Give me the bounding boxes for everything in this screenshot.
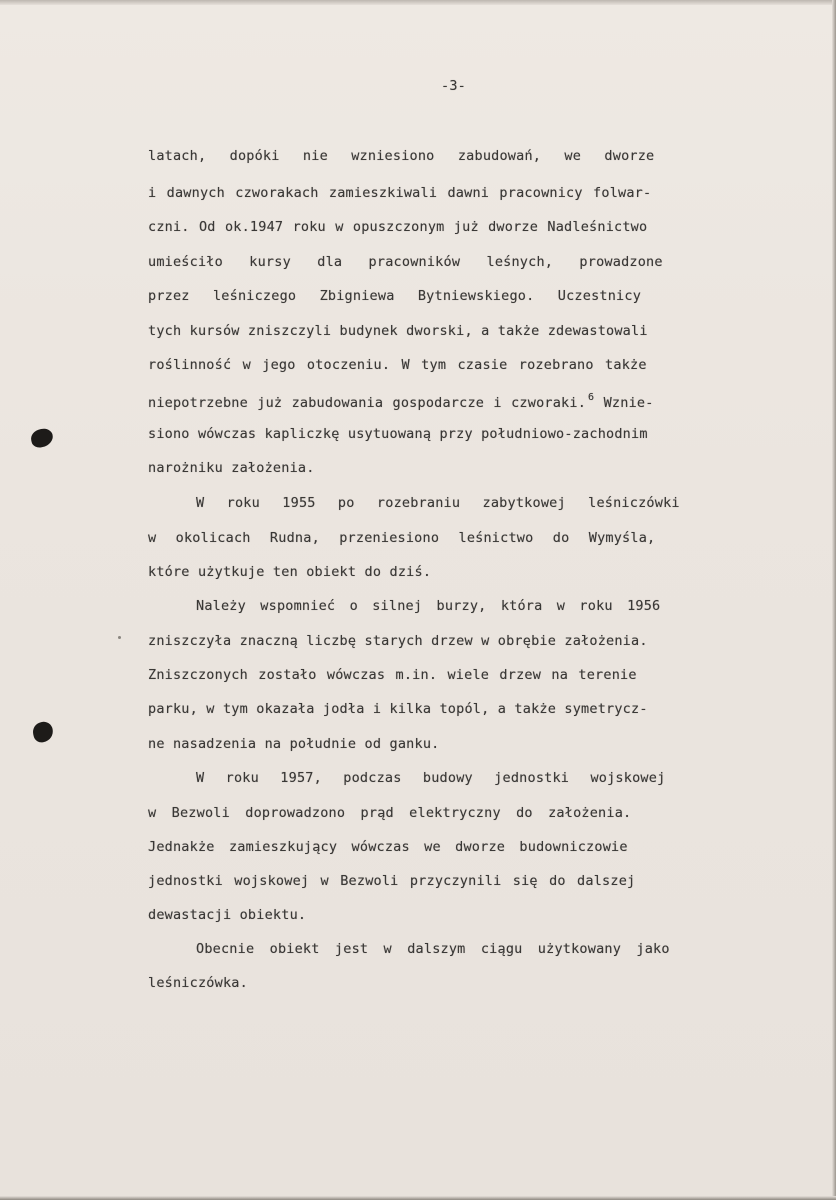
text-line-20: w Bezwoli doprowadzono prąd elektryczny do założenia.: [148, 805, 632, 821]
text-line-17: parku, w tym okazała jodła i kilka topól, a także symetrycz-: [148, 701, 648, 717]
text-line-11: W roku 1955 po rozebraniu zabytkowej leśniczówki: [196, 495, 680, 511]
text-line-13: które użytkuje ten obiekt do dziś.: [148, 564, 432, 580]
text-line-16: Zniszczonych zostało wówczas m.in. wiele drzew na terenie: [148, 667, 637, 683]
line-8-text: niepotrzebne już zabudowania gospodarcze i czworaki.: [148, 395, 587, 411]
footnote-reference: 6: [588, 392, 595, 403]
text-line-8: [148, 393, 654, 411]
text-line-18: ne nasadzenia na południe od ganku.: [148, 736, 440, 752]
page-number: -3-: [441, 78, 466, 94]
text-line-9: siono wówczas kapliczkę usytuowaną przy południowo-zachodnim: [148, 426, 648, 442]
text-line-15: zniszczyła znaczną liczbę starych drzew w obrębie założenia.: [148, 633, 648, 649]
text-line-10: narożniku założenia.: [148, 460, 315, 476]
text-line-12: w okolicach Rudna, przeniesiono leśnictwo do Wymyśla,: [148, 530, 656, 546]
punch-hole-lower: [31, 720, 55, 744]
text-line-25: leśniczówka.: [148, 975, 248, 991]
page-bottom-edge: [0, 1196, 836, 1200]
text-line-1: [148, 150, 766, 164]
paper-speck: [118, 636, 121, 639]
text-line-22: jednostki wojskowej w Bezwoli przyczynili się do dalszej: [148, 873, 636, 889]
text-line-3: czni. Od ok.1947 roku w opuszczonym już dworze Nadleśnictwo: [148, 219, 648, 235]
text-line-7: roślinność w jego otoczeniu. W tym czasie rozebrano także: [148, 357, 647, 373]
text-line-23: dewastacji obiektu.: [148, 907, 307, 923]
punch-hole-upper: [29, 427, 54, 449]
text-line-6: tych kursów zniszczyli budynek dworski, a także zdewastowali: [148, 323, 648, 339]
text-line-21: Jednakże zamieszkujący wówczas we dworze budowniczowie: [148, 839, 628, 855]
page-right-edge: [832, 0, 836, 1200]
line-8-tail: Wznie-: [603, 395, 654, 411]
text-line-5: przez leśniczego Zbigniewa Bytniewskiego. Uczestnicy: [148, 288, 642, 304]
text-line-2: i dawnych czworakach zamieszkiwali dawni pracownicy folwar-: [148, 185, 652, 201]
text-line-4: umieściło kursy dla pracowników leśnych, prowadzone: [148, 254, 663, 270]
page-top-edge: [0, 0, 836, 5]
line-1-part: latach, dopóki nie wzniesiono zabudowań, we dworze: [148, 148, 655, 164]
text-line-24: Obecnie obiekt jest w dalszym ciągu użytkowany jako: [196, 941, 670, 957]
text-line-19: W roku 1957, podczas budowy jednostki wojskowej: [196, 770, 666, 786]
text-line-14: Należy wspomnieć o silnej burzy, która w roku 1956: [196, 598, 661, 614]
